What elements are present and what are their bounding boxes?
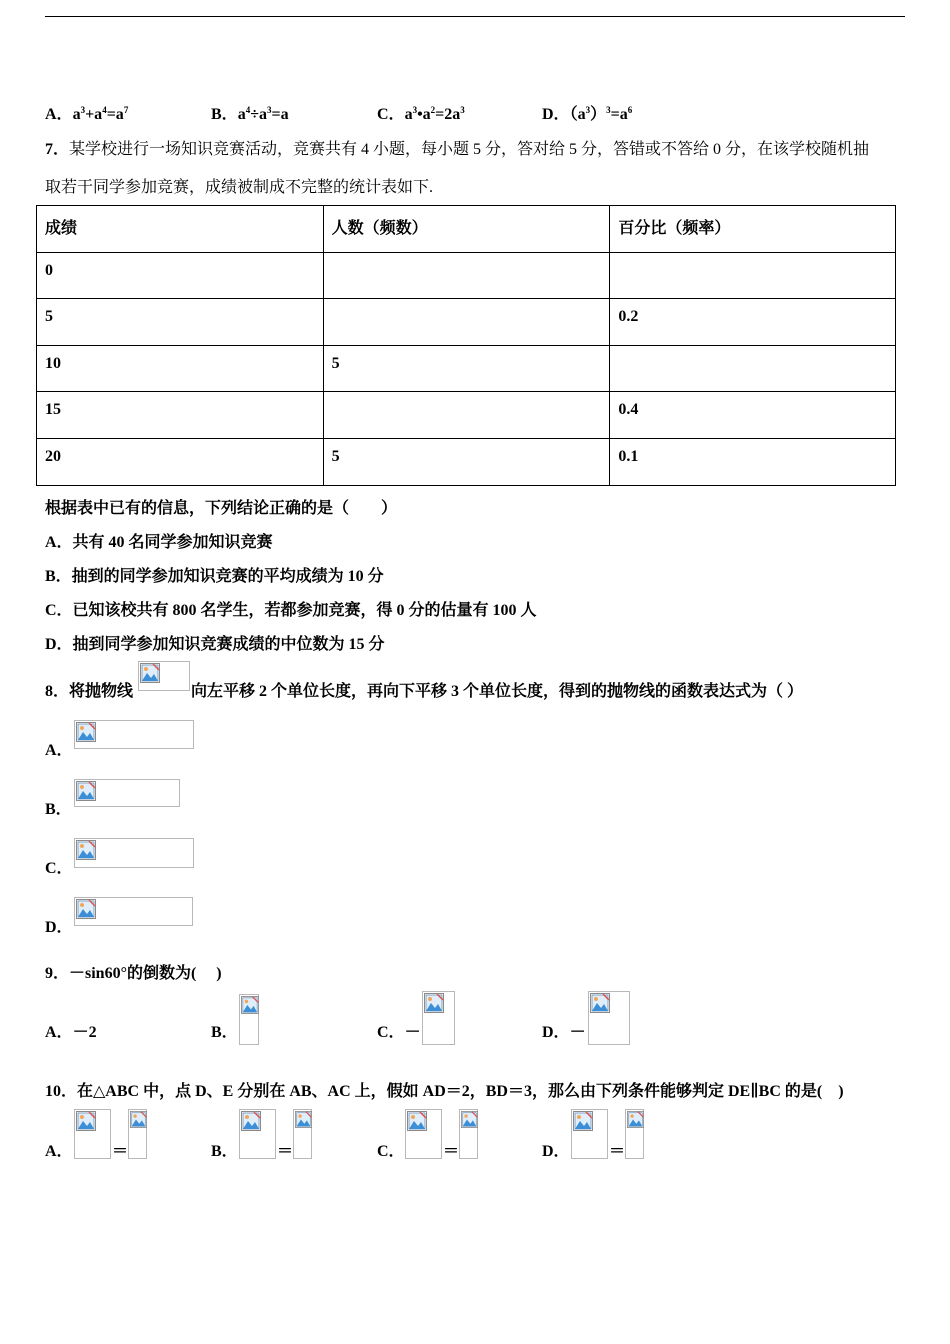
q6-option-a: A．$a^3+a^4=a^7$ — [45, 105, 129, 123]
q8-option-c-label: C． — [45, 860, 73, 877]
q6-option-b: B．$a^4\div a^3=a$ — [211, 105, 289, 123]
q8-option-a-label: A． — [45, 742, 73, 759]
q10-option-a-label: A． — [45, 1143, 73, 1160]
table-header-cell: 百分比（频率） — [610, 206, 896, 253]
broken-image-icon — [625, 1109, 644, 1159]
q10-option-d-label: D． — [542, 1143, 570, 1160]
equals-sign: ＝ — [112, 1143, 129, 1160]
table-cell: 0 — [37, 252, 324, 299]
table-cell — [323, 299, 610, 346]
q10-stem: 10．在△ABC 中，点 D、E 分别在 AB、AC 上，假如 AD＝2，BD＝3，那么由下列条件能够判定 DE∥BC 的是( ) — [45, 1083, 844, 1100]
table-header-cell: 成绩 — [37, 206, 324, 253]
q7-stem-line1: 7．某学校进行一场知识竞赛活动，竞赛共有 4 小题，每小题 5 分，答对给 5 分，答错或不答给 0 分，在该学校随机抽 — [45, 141, 870, 158]
table-cell — [323, 392, 610, 439]
broken-image-icon — [422, 991, 455, 1045]
top-rule — [45, 16, 905, 17]
q9-option-c: C．－ — [377, 1024, 421, 1041]
q7-option-c: C．已知该校共有 800 名学生，若都参加竞赛，得 0 分的估量有 100 人 — [45, 602, 537, 619]
equals-sign: ＝ — [443, 1143, 460, 1160]
q7-option-b: B．抽到的同学参加知识竞赛的平均成绩为 10 分 — [45, 568, 384, 585]
broken-image-icon — [128, 1109, 147, 1159]
table-header-row — [37, 206, 896, 253]
broken-image-icon — [74, 720, 194, 749]
score-table — [36, 205, 896, 486]
q6-option-c: C．$a^3•a^2=2a^3$ — [377, 105, 465, 123]
q8-stem-suffix: 向左平移 2 个单位长度，再向下平移 3 个单位长度，得到的抛物线的函数表达式为（ ） — [191, 683, 804, 700]
table-cell — [610, 345, 896, 392]
table-cell — [610, 252, 896, 299]
table-cell: 15 — [37, 392, 324, 439]
broken-image-icon — [138, 661, 190, 691]
q7-option-d: D．抽到同学参加知识竞赛成绩的中位数为 15 分 — [45, 636, 385, 653]
table-row — [37, 252, 896, 299]
q7-option-a: A．共有 40 名同学参加知识竞赛 — [45, 534, 273, 551]
table-cell: 0.4 — [610, 392, 896, 439]
table-row — [37, 299, 896, 346]
broken-image-icon — [588, 991, 630, 1045]
q8-option-b-label: B． — [45, 801, 72, 818]
broken-image-icon — [239, 994, 259, 1045]
table-cell: 5 — [323, 345, 610, 392]
broken-image-icon — [74, 779, 180, 807]
q9-option-a: A．－2 — [45, 1024, 97, 1041]
broken-image-icon — [74, 838, 194, 868]
table-cell: 0.2 — [610, 299, 896, 346]
q9-option-d: D．－ — [542, 1024, 586, 1041]
table-cell: 0.1 — [610, 438, 896, 485]
table-row — [37, 392, 896, 439]
table-cell: 20 — [37, 438, 324, 485]
broken-image-icon — [405, 1109, 442, 1159]
broken-image-icon — [74, 1109, 111, 1159]
broken-image-icon — [293, 1109, 312, 1159]
q7-stem-line2: 取若干同学参加竞赛，成绩被制成不完整的统计表如下. — [45, 179, 434, 196]
q7-question: 根据表中已有的信息，下列结论正确的是（ ） — [45, 500, 398, 517]
table-cell: 5 — [323, 438, 610, 485]
q6-option-d: D．$(a^3)^3=a^6$ — [542, 105, 633, 123]
q8-stem-prefix: 8．将抛物线 — [45, 683, 134, 700]
q9-option-b-label: B． — [211, 1024, 238, 1041]
broken-image-icon — [239, 1109, 276, 1159]
table-cell — [323, 252, 610, 299]
table-cell: 10 — [37, 345, 324, 392]
table-row — [37, 438, 896, 485]
table-header-cell: 人数（频数） — [323, 206, 610, 253]
equals-sign: ＝ — [609, 1143, 626, 1160]
table-cell: 5 — [37, 299, 324, 346]
broken-image-icon — [571, 1109, 608, 1159]
q10-option-b-label: B． — [211, 1143, 238, 1160]
broken-image-icon — [74, 897, 193, 926]
equals-sign: ＝ — [277, 1143, 294, 1160]
q10-option-c-label: C． — [377, 1143, 405, 1160]
table-row — [37, 345, 896, 392]
q9-stem: 9．－sin60°的倒数为( ) — [45, 965, 222, 982]
broken-image-icon — [459, 1109, 478, 1159]
q8-option-d-label: D． — [45, 919, 73, 936]
